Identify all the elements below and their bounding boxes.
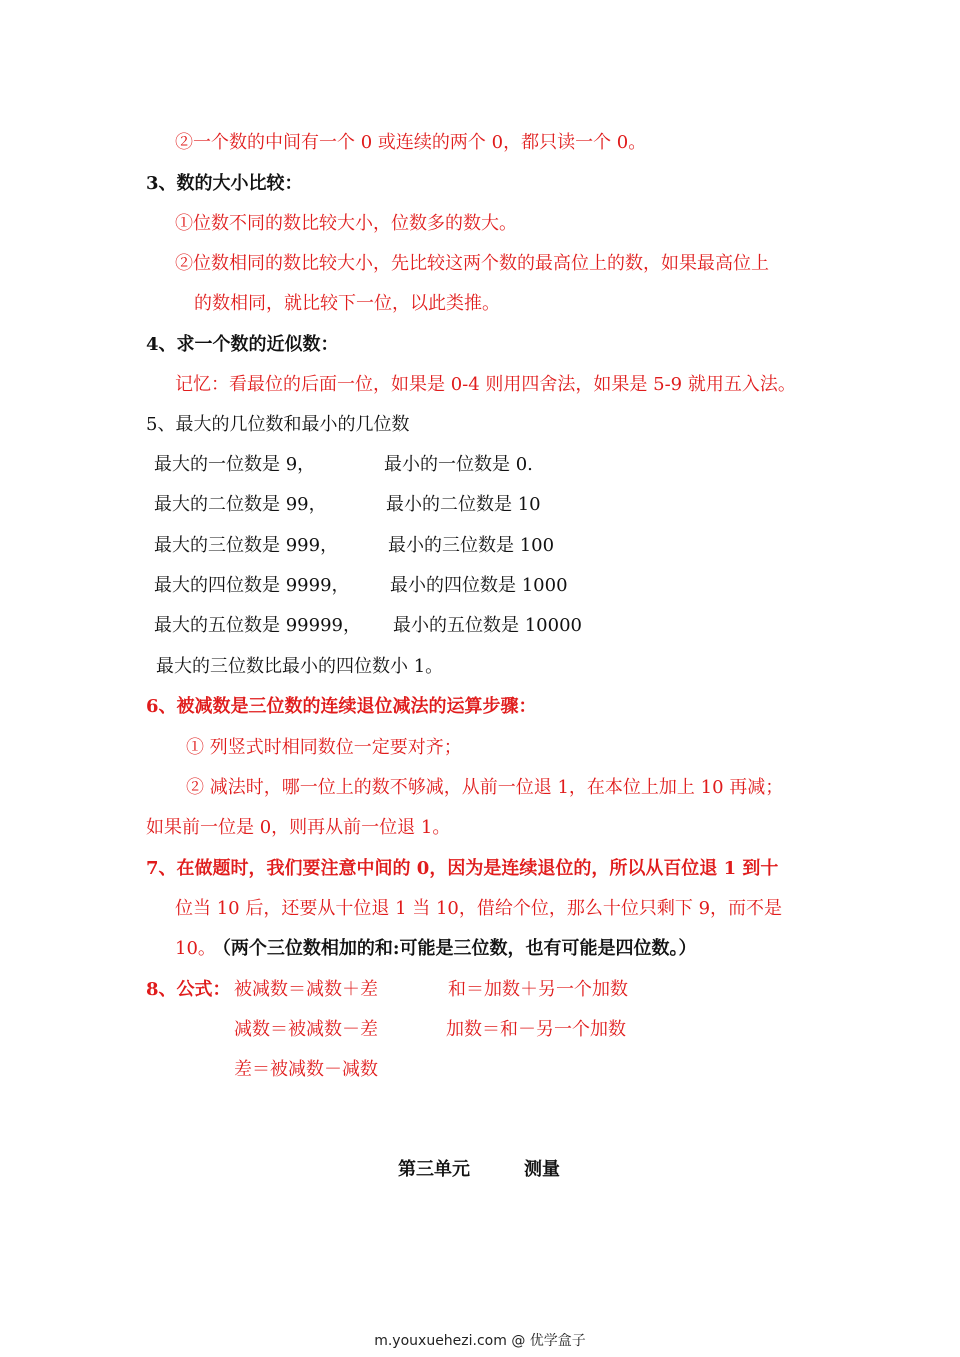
section-3-title: 3、数的大小比较： <box>146 173 303 194</box>
max-4-digit: 最大的四位数是 9999， <box>154 575 350 596</box>
min-5-digit: 最小的五位数是 10000 <box>393 615 582 636</box>
section-5-note: 最大的三位数比最小的四位数小 1。 <box>156 656 444 677</box>
section-5-title: 5、最大的几位数和最小的几位数 <box>146 414 410 435</box>
section-3-rule-a: ①位数不同的数比较大小，位数多的数大。 <box>175 213 517 234</box>
section-7-line1-text: 7、在做题时，我们要注意中间的 0，因为是连续退位的，所以从百位退 1 到十 <box>146 858 779 879</box>
formula-minuend: 被减数＝减数＋差 <box>234 979 378 1000</box>
min-1-digit: 最小的一位数是 0. <box>384 454 533 475</box>
section-4-memo: 记忆：看最位的后面一位，如果是 0-4 则用四舍法，如果是 5-9 就用五入法。 <box>175 374 796 395</box>
formula-subtrahend: 减数＝被减数－差 <box>234 1019 378 1040</box>
section-7-line3 <box>175 937 697 961</box>
section-4-title: 4、求一个数的近似数： <box>146 334 339 355</box>
max-2-digit: 最大的二位数是 99， <box>154 494 327 515</box>
section-3-rule-b-line1: ②位数相同的数比较大小，先比较这两个数的最高位上的数，如果最高位上 <box>175 253 769 274</box>
section-7-line3-red: 10。 <box>175 938 216 959</box>
section-6-step-b-line2: 如果前一位是 0，则再从前一位退 1。 <box>146 817 451 838</box>
page-footer: m.youxuehezi.com @ 优学盒子 <box>374 1333 586 1349</box>
max-5-digit: 最大的五位数是 99999， <box>154 615 361 636</box>
section-6-title: 6、被减数是三位数的连续退位减法的运算步骤： <box>146 696 537 717</box>
formula-difference: 差＝被减数－减数 <box>234 1059 378 1080</box>
section-7-line2: 位当 10 后，还要从十位退 1 当 10，借给个位，那么十位只剩下 9，而不是 <box>175 898 783 919</box>
section-3-rule-b-line2: 的数相同，就比较下一位，以此类推。 <box>194 293 500 314</box>
unit-heading-number: 第三单元 <box>398 1159 470 1180</box>
unit-heading-title: 测量 <box>524 1159 560 1180</box>
min-2-digit: 最小的二位数是 10 <box>386 494 541 515</box>
section-7-line1 <box>146 857 778 881</box>
formula-sum: 和＝加数＋另一个加数 <box>448 979 628 1000</box>
line-read-zero: ②一个数的中间有一个 0 或连续的两个 0，都只读一个 0。 <box>175 132 647 153</box>
section-8-label: 8、公式： <box>146 979 231 1000</box>
formula-addend: 加数＝和－另一个加数 <box>446 1019 626 1040</box>
section-6-step-a: ① 列竖式时相同数位一定要对齐； <box>186 737 462 758</box>
section-6-step-b-line1: ② 减法时，哪一位上的数不够减，从前一位退 1，在本位上加上 10 再减； <box>186 777 784 798</box>
section-7-line3-note: （两个三位数相加的和:可能是三位数，也有可能是四位数。） <box>221 938 697 959</box>
max-1-digit: 最大的一位数是 9， <box>154 454 316 475</box>
min-4-digit: 最小的四位数是 1000 <box>390 575 568 596</box>
max-3-digit: 最大的三位数是 999， <box>154 535 339 556</box>
min-3-digit: 最小的三位数是 100 <box>388 535 555 556</box>
